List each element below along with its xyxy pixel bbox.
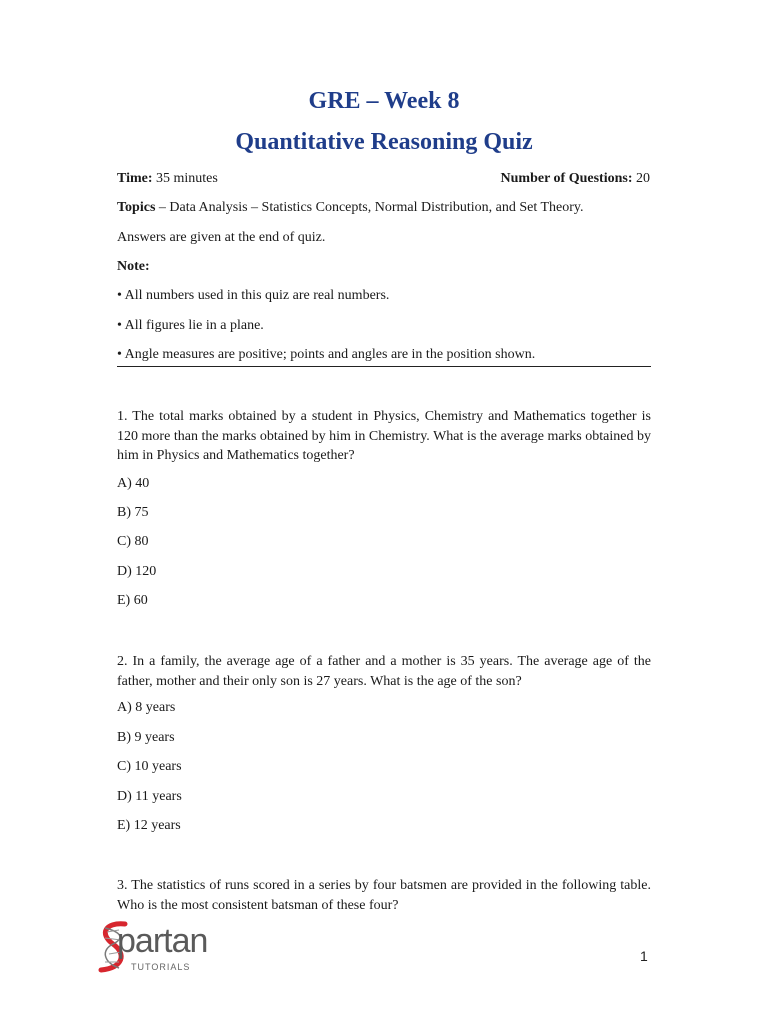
header-divider [117, 366, 651, 367]
topics-label: Topics [117, 200, 156, 215]
answer-option: B) 9 years [117, 730, 175, 745]
question-text: 1. The total marks obtained by a student in Physics, Chemistry and Mathematics together is 120 more than the marks obtained by him in Chemistry. What is the average marks obtained by him in Physics and Mathematics together? [117, 409, 651, 463]
answer-option: D) 11 years [117, 789, 182, 804]
answer-option: C) 80 [117, 534, 149, 549]
note-item: • Angle measures are positive; points and angles are in the position shown. [117, 347, 536, 362]
questions-label: Number of Questions: [500, 171, 633, 186]
spartan-logo [95, 918, 208, 980]
question-text: 2. In a family, the average age of a father and a mother is 35 years. The average age of the father, mother and their only son is 27 years. What is the age of the son? [117, 654, 651, 689]
note-label: Note: [117, 259, 150, 274]
note-item: • All numbers used in this quiz are real numbers. [117, 288, 390, 303]
answer-option: A) 40 [117, 476, 150, 491]
answer-option: B) 75 [117, 505, 149, 520]
note-item: • All figures lie in a plane. [117, 318, 264, 333]
logo-wordmark: partan [117, 922, 208, 960]
questions-value: 20 [632, 171, 650, 186]
topics-line [117, 200, 584, 216]
topics-value: – Data Analysis – Statistics Concepts, Normal Distribution, and Set Theory. [155, 200, 584, 215]
time-label: Time: [117, 171, 153, 186]
answer-option: E) 60 [117, 593, 148, 608]
time-line [117, 171, 218, 187]
answer-option: A) 8 years [117, 700, 176, 715]
logo-subtext: TUTORIALS [131, 962, 191, 972]
questions-count-line [501, 171, 650, 187]
answer-option: E) 12 years [117, 818, 181, 833]
document-subtitle: Quantitative Reasoning Quiz [235, 129, 533, 155]
page-number: 1 [640, 948, 648, 964]
answers-note: Answers are given at the end of quiz. [117, 230, 326, 245]
question-text: 3. The statistics of runs scored in a series by four batsmen are provided in the following table. Who is the most consistent batsman of these four? [117, 878, 651, 913]
answer-option: C) 10 years [117, 759, 182, 774]
answer-option: D) 120 [117, 564, 157, 579]
time-value: 35 minutes [152, 171, 218, 186]
document-title: GRE – Week 8 [308, 88, 460, 114]
